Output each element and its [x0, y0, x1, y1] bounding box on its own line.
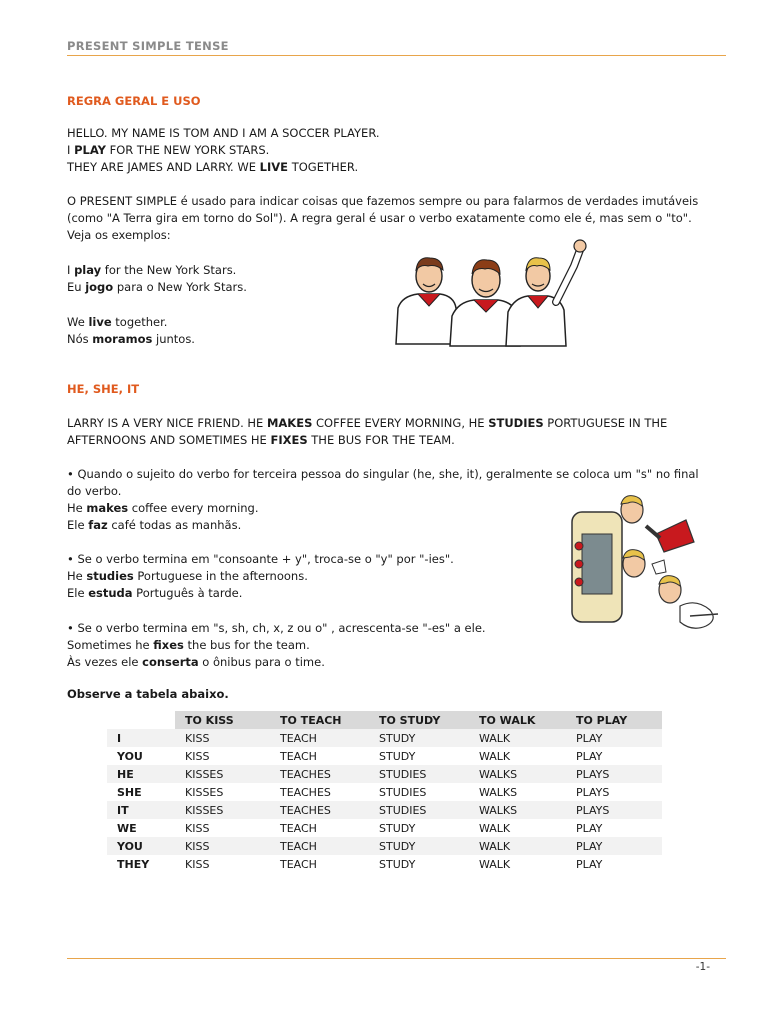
table-cell: STUDY [369, 837, 469, 855]
table-cell: KISS [175, 837, 270, 855]
column-header: TO KISS [175, 711, 270, 729]
example-line-pt: Eu jogo para o New York Stars. [67, 280, 247, 294]
pronoun-cell: WE [107, 819, 175, 837]
table-cell: STUDIES [369, 801, 469, 819]
table-cell: PLAY [566, 837, 662, 855]
example-line-pt: Ele estuda Português à tarde. [67, 586, 243, 600]
table-cell: WALK [469, 855, 566, 873]
rule-line: • Quando o sujeito do verbo for terceira pessoa do singular (he, she, it), geralmente se coloca um "s" no final [67, 467, 699, 481]
example-line-en: He studies Portuguese in the afternoons. [67, 569, 308, 583]
intro-paragraph [67, 125, 380, 176]
table-cell: TEACHES [270, 801, 369, 819]
table-cell: WALKS [469, 783, 566, 801]
example-live [67, 314, 195, 348]
table-cell: STUDY [369, 729, 469, 747]
table-row [107, 837, 662, 855]
table-row [107, 747, 662, 765]
section-heading-he-she-it: HE, SHE, IT [67, 382, 140, 396]
pronoun-cell: YOU [107, 837, 175, 855]
table-corner-cell [107, 711, 175, 729]
rule-line: • Se o verbo termina em "consoante + y", troca-se o "y" por "-ies". [67, 552, 454, 566]
table-cell: STUDY [369, 819, 469, 837]
table-cell: TEACHES [270, 783, 369, 801]
conjugation-table [107, 711, 662, 873]
table-row [107, 855, 662, 873]
header-divider [67, 55, 726, 56]
explain-paragraph [67, 193, 698, 244]
table-row [107, 729, 662, 747]
rule-es-ending [67, 620, 486, 671]
table-row [107, 819, 662, 837]
table-header-row [107, 711, 662, 729]
example-line-en: Sometimes he fixes the bus for the team. [67, 638, 310, 652]
example-line-en: We live together. [67, 315, 168, 329]
column-header: TO WALK [469, 711, 566, 729]
table-cell: PLAY [566, 819, 662, 837]
table-row [107, 783, 662, 801]
table-cell: PLAY [566, 747, 662, 765]
table-cell: PLAYS [566, 801, 662, 819]
footer-divider [67, 958, 726, 959]
example-line-en: He makes coffee every morning. [67, 501, 259, 515]
pronoun-cell: THEY [107, 855, 175, 873]
table-cell: WALK [469, 819, 566, 837]
table-cell: KISS [175, 855, 270, 873]
example-line-en: I play for the New York Stars. [67, 263, 237, 277]
table-cell: TEACH [270, 819, 369, 837]
table-cell: PLAYS [566, 765, 662, 783]
table-cell: TEACH [270, 855, 369, 873]
explain-line-1: O PRESENT SIMPLE é usado para indicar coisas que fazemos sempre ou para falarmos de verdades imutáveis [67, 194, 699, 208]
example-play [67, 262, 247, 296]
rule-consonant-y [67, 551, 454, 602]
pronoun-cell: IT [107, 801, 175, 819]
table-cell: KISS [175, 747, 270, 765]
example-line-pt: Nós moramos juntos. [67, 332, 195, 346]
pronoun-cell: HE [107, 765, 175, 783]
table-caption: Observe a tabela abaixo. [67, 687, 229, 701]
table-cell: KISSES [175, 765, 270, 783]
table-cell: PLAY [566, 855, 662, 873]
example-line-pt: Ele faz café todas as manhãs. [67, 518, 242, 532]
table-cell: STUDIES [369, 765, 469, 783]
table-row [107, 801, 662, 819]
pronoun-cell: I [107, 729, 175, 747]
table-cell: TEACH [270, 729, 369, 747]
rule-line: do verbo. [67, 484, 122, 498]
table-cell: WALK [469, 837, 566, 855]
page-number: -1- [695, 961, 710, 973]
larry-line-2: AFTERNOONS AND SOMETIMES HE FIXES THE BUS FOR THE TEAM. [67, 433, 455, 447]
table-cell: KISS [175, 729, 270, 747]
table-cell: PLAYS [566, 783, 662, 801]
table-cell: WALKS [469, 801, 566, 819]
column-header: TO PLAY [566, 711, 662, 729]
table-cell: WALKS [469, 765, 566, 783]
intro-line-2: I PLAY FOR THE NEW YORK STARS. [67, 143, 270, 157]
example-line-pt: Às vezes ele conserta o ônibus para o time. [67, 655, 325, 669]
table-row [107, 765, 662, 783]
table-cell: TEACH [270, 747, 369, 765]
section-heading-regra: REGRA GERAL E USO [67, 94, 201, 108]
table-cell: TEACH [270, 837, 369, 855]
table-cell: WALK [469, 729, 566, 747]
table-cell: PLAY [566, 729, 662, 747]
table-cell: KISS [175, 819, 270, 837]
soccer-players-illustration [388, 236, 588, 348]
table-cell: KISSES [175, 801, 270, 819]
larry-activities-illustration [568, 486, 726, 638]
table-cell: WALK [469, 747, 566, 765]
pronoun-cell: YOU [107, 747, 175, 765]
intro-line-3: THEY ARE JAMES AND LARRY. WE LIVE TOGETHER. [67, 160, 359, 174]
explain-line-3: Veja os exemplos: [67, 228, 171, 242]
rule-line: • Se o verbo termina em "s, sh, ch, x, z ou o" , acrescenta-se "-es" a ele. [67, 621, 486, 635]
table-cell: STUDIES [369, 783, 469, 801]
larry-paragraph [67, 415, 667, 449]
table-cell: KISSES [175, 783, 270, 801]
table-cell: STUDY [369, 855, 469, 873]
column-header: TO STUDY [369, 711, 469, 729]
column-header: TO TEACH [270, 711, 369, 729]
table-cell: TEACHES [270, 765, 369, 783]
page-header-title: PRESENT SIMPLE TENSE [67, 39, 229, 53]
table-cell: STUDY [369, 747, 469, 765]
intro-line-1: HELLO. MY NAME IS TOM AND I AM A SOCCER PLAYER. [67, 126, 380, 140]
explain-line-2: (como "A Terra gira em torno do Sol"). A regra geral é usar o verbo exatamente como ele é, mas sem o "to". [67, 211, 692, 225]
pronoun-cell: SHE [107, 783, 175, 801]
larry-line-1: LARRY IS A VERY NICE FRIEND. HE MAKES COFFEE EVERY MORNING, HE STUDIES PORTUGUESE IN THE [67, 416, 668, 430]
